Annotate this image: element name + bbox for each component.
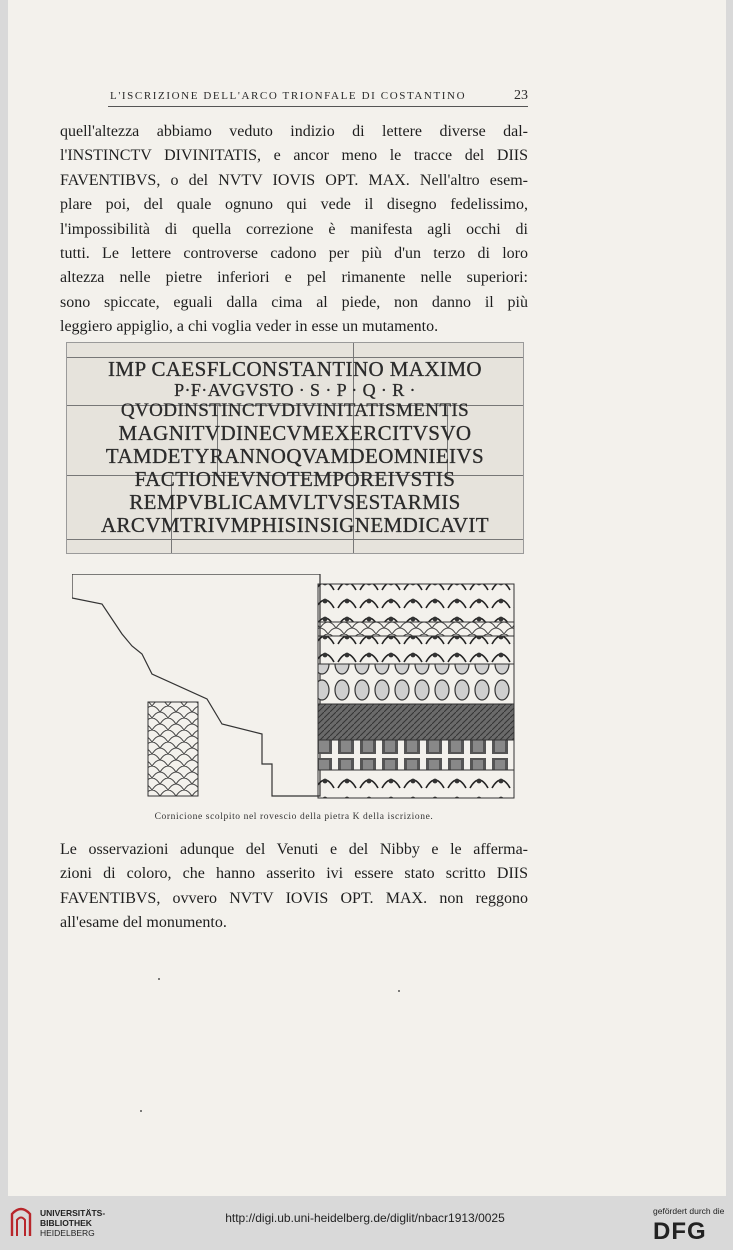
library-name-line: UNIVERSITÄTS-: [40, 1208, 106, 1218]
library-name-line: HEIDELBERG: [40, 1228, 95, 1238]
text-line: FAVENTIBVS, ovvero NVTV IOVIS OPT. MAX. non reggono: [60, 889, 528, 907]
inscription-line: ARCVMTRIVMPHISINSIGNEMDICAVIT: [100, 513, 490, 537]
text-line: altezza nelle pietre inferiori e pel rimanente nelle superiori:: [60, 269, 528, 287]
inscription-drawing: [66, 342, 524, 554]
inscription-line: P·F·AVGVSTO · S · P · Q · R ·: [174, 380, 416, 400]
text-line: l'impossibilità di quella correzione è manifesta agli occhi di: [60, 220, 528, 238]
funding-note: gefördert durch die: [653, 1206, 725, 1216]
running-head: [110, 88, 528, 104]
text-line: leggiero appiglio, a chi voglia veder in esse un mutamento.: [60, 318, 439, 336]
text-line: l'INSTINCTV DIVINITATIS, e ancor meno le tracce del DIIS: [60, 147, 528, 165]
library-name: [40, 1208, 105, 1238]
text-line: tutti. Le lettere controverse cadono per più d'un terzo di loro: [60, 245, 528, 263]
paper-speck: [140, 1110, 142, 1112]
running-head-title: L'ISCRIZIONE DELL'ARCO TRIONFALE DI COSTANTINO: [110, 90, 467, 102]
inscription-line: IMP CAESFLCONSTANTINO MAXIMO: [108, 357, 482, 381]
paper-speck: [158, 978, 160, 980]
page-number: 23: [514, 88, 528, 103]
header-rule: [108, 106, 528, 107]
paper-speck: [398, 990, 400, 992]
scale-pattern: [148, 702, 198, 796]
paragraph-1: [60, 120, 528, 340]
permalink-url[interactable]: http://digi.ub.uni-heidelberg.de/diglit/nbacr1913/0025: [225, 1211, 505, 1225]
text-line: sono spiccate, eguali dalla cima al piede, non danno il più: [60, 293, 528, 311]
text-line: Le osservazioni adunque del Venuti e del Nibby e le afferma-: [60, 841, 528, 858]
figure-caption: Cornicione scolpito nel rovescio della pietra K della iscrizione.: [154, 812, 434, 822]
inscription-line: TAMDETYRANNOQVAMDEOMNIEIVS: [105, 444, 485, 468]
inscription-line: QVODINSTINCTVDIVINITATISMENTIS: [120, 400, 470, 421]
inscription-line: FACTIONEVNOTEMPOREIVSTIS: [134, 467, 456, 491]
inscription-line: REMPVBLICAMVLTVSESTARMIS: [129, 490, 461, 514]
library-name-line: BIBLIOTHEK: [40, 1218, 92, 1228]
text-line: all'esame del monumento.: [60, 914, 227, 932]
paragraph-2: [60, 838, 528, 936]
cornice-elevation: [318, 584, 514, 798]
text-line: zioni di coloro, che hanno asserito ivi essere stato scritto DIIS: [60, 865, 528, 883]
text-line: plare poi, del quale ognuno qui vede il disegno fedelissimo,: [60, 196, 528, 214]
inscription-line: MAGNITVDINECVMEXERCITVSVO: [118, 421, 472, 445]
text-line: quell'altezza abbiamo veduto indizio di lettere diverse dal-: [60, 123, 528, 140]
cornice-drawing: [72, 574, 520, 804]
viewer-footer: [0, 1196, 733, 1250]
text-line: FAVENTIBVS, o del NVTV IOVIS OPT. MAX. Nell'altro esem-: [60, 171, 528, 189]
university-library-logo-icon: [8, 1206, 34, 1238]
stone-joint: [67, 539, 523, 540]
dfg-logo: DFG: [653, 1218, 707, 1245]
